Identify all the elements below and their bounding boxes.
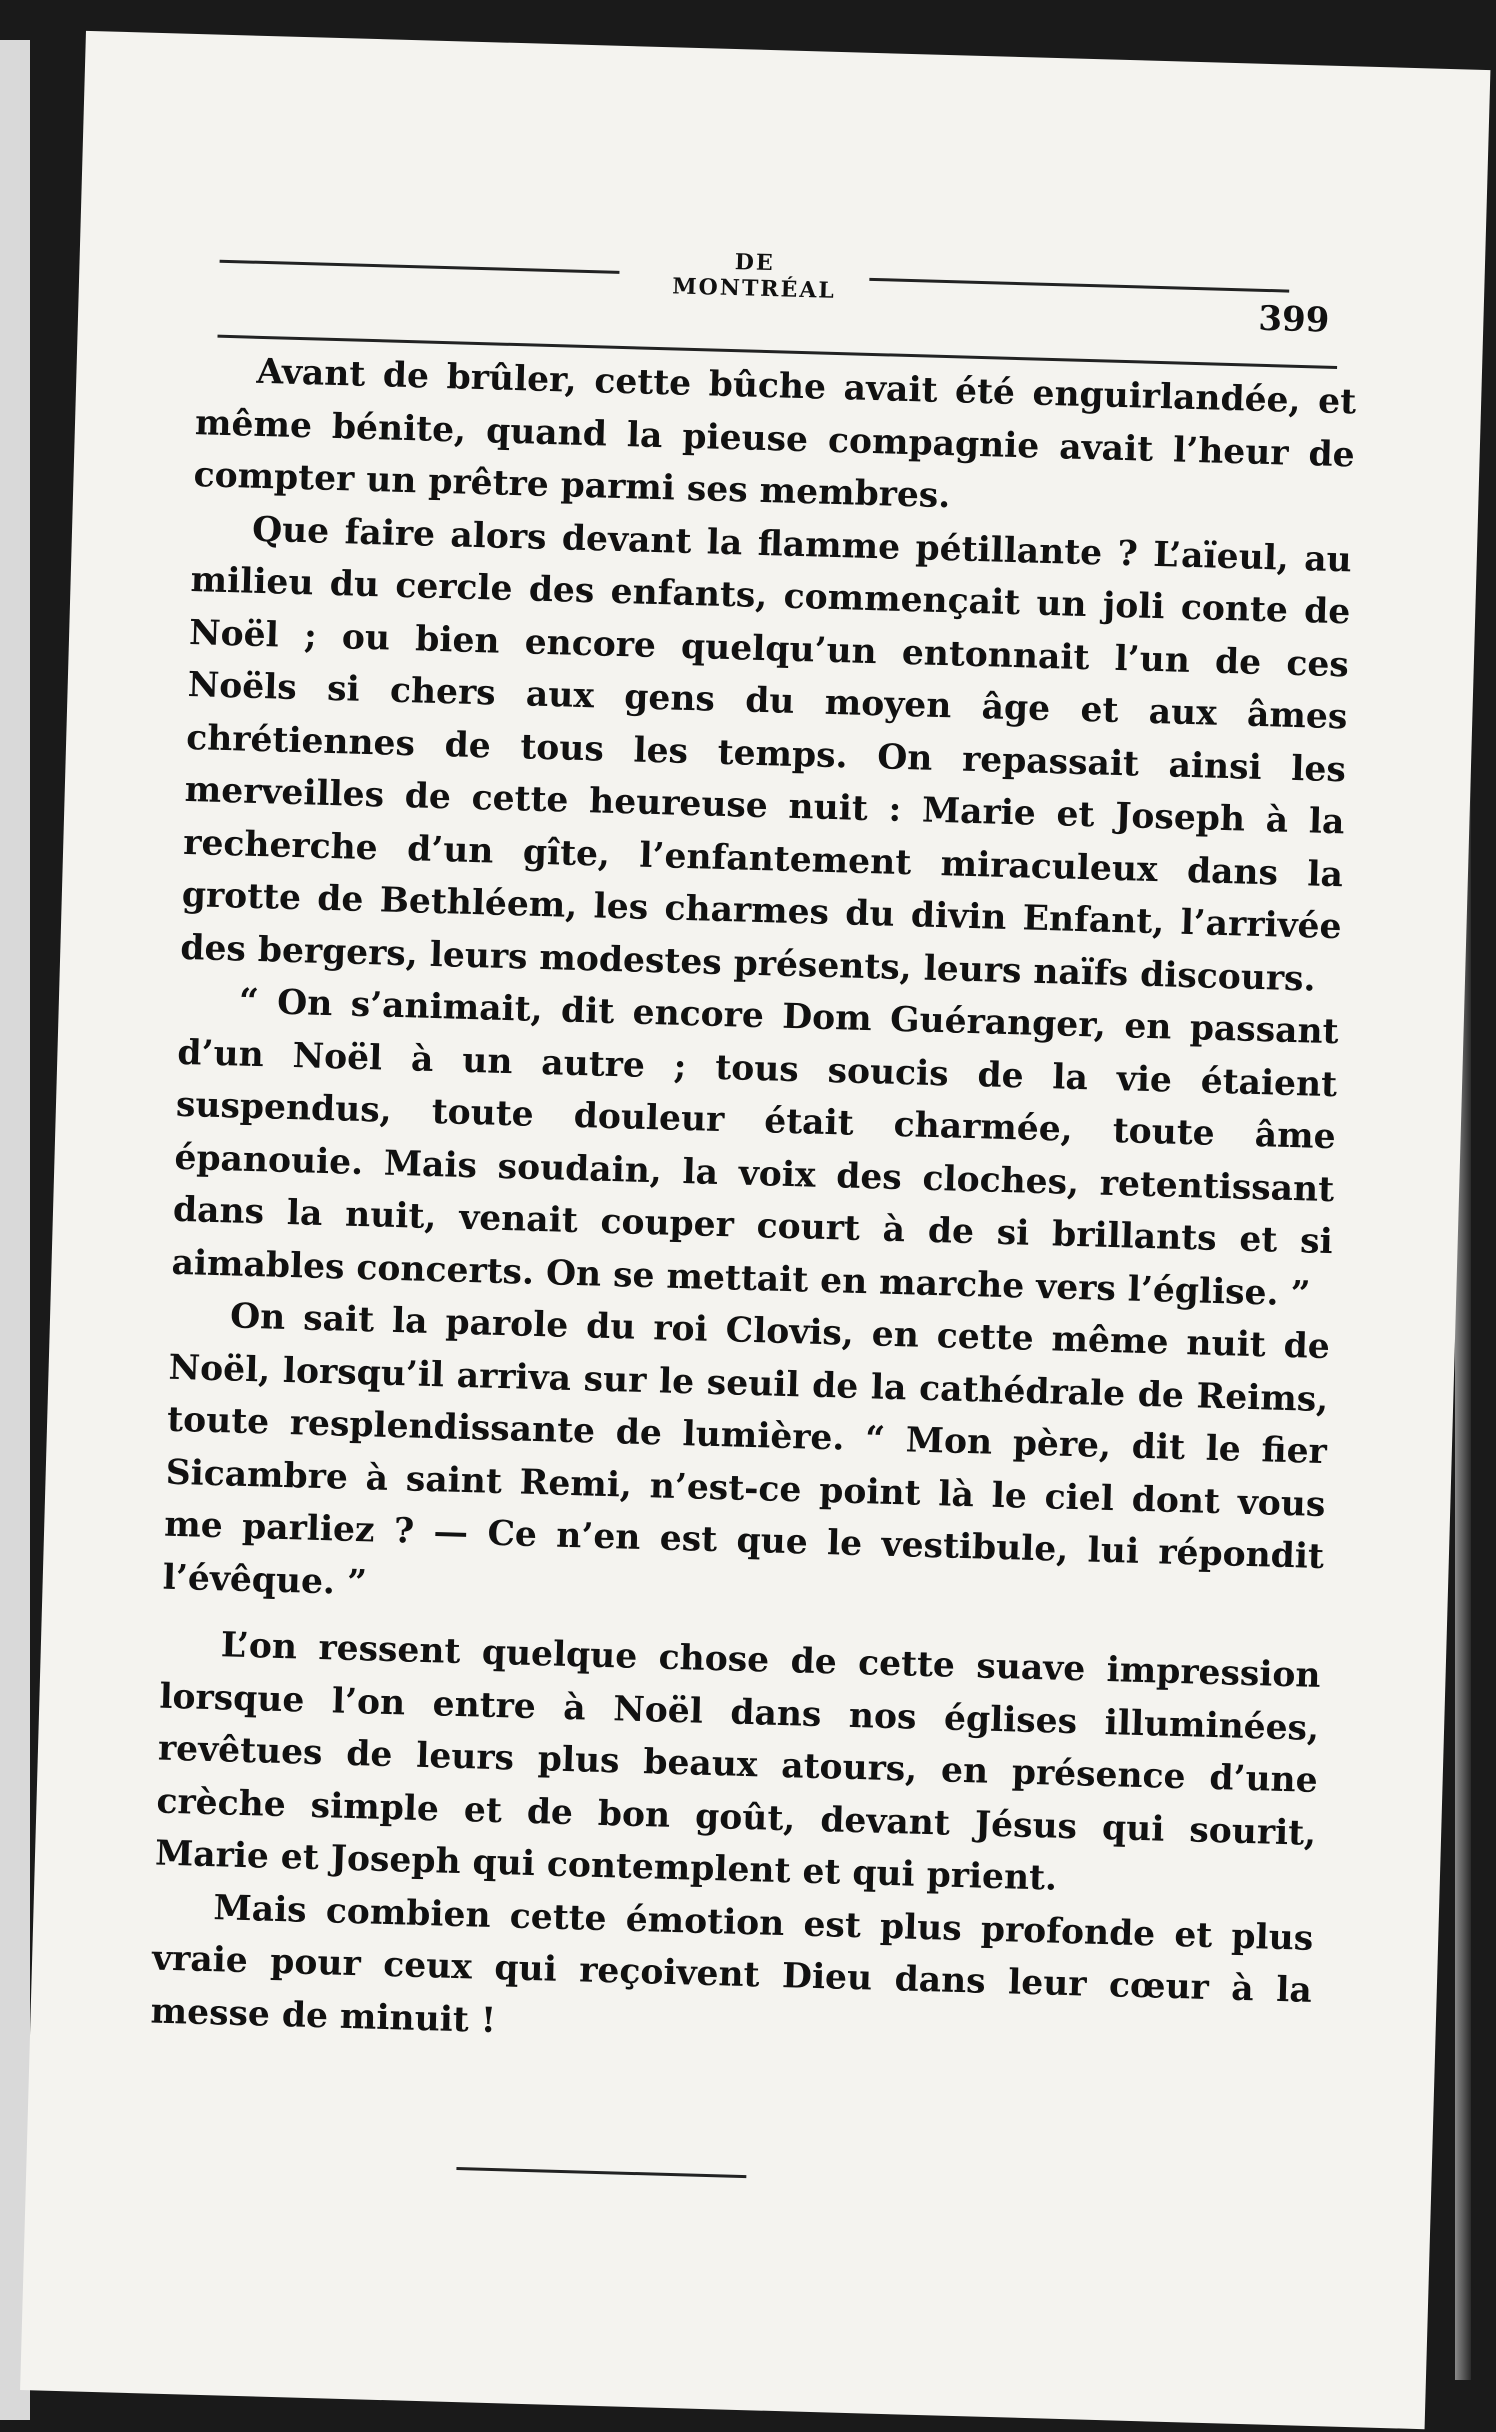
header-rule-right — [869, 278, 1289, 293]
running-head: DE MONTRÉAL — [671, 249, 837, 304]
paragraph: Mais combien cette émotion est plus profonde et plus vraie pour ceux qui reçoivent Dieu dans leur cœur à la messe de minuit ! — [150, 1887, 1314, 2041]
body-text — [150, 344, 1357, 2070]
paragraph: “ On s’animait, dit encore Dom Guéranger, en passant d’un Noël à un autre ; tous soucis de la vie étaient suspendus, toute douleur était charmée, toute âme épanouie. Mais soudain, la voix des cloches, retentissant dans la nuit, venait couper court à de si brillants et si aimables concerts. On se mettait en marche vers l’église. ” — [171, 981, 1340, 1315]
header-rule-left — [220, 260, 620, 274]
end-rule — [456, 2167, 746, 2178]
paragraph: On sait la parole du roi Clovis, en cette même nuit de Noël, lorsqu’il arriva sur le seuil de la cathédrale de Reims, toute resplendissante de lumière. “ Mon père, dit le fier Sicambre à saint Remi, n’est-ce point là le ciel dont vous me parliez ? — Ce n’en est que le vestibule, lui répondit l’évêque. ” — [162, 1296, 1331, 1603]
paragraph: Avant de brûler, cette bûche avait été enguirlandée, et même bénite, quand la pieuse compagnie avait l’heur de compter un prêtre parmi ses membres. — [193, 351, 1357, 517]
book-page — [20, 31, 1490, 2429]
paragraph: Que faire alors devant la flamme pétillante ? L’aïeul, au milieu du cercle des enfants, commençait un joli conte de Noël ; ou bien encore quelqu’un entonnait l’un de ces Noëls si chers aux gens du moyen âge et aux âmes chrétiennes de tous les temps. On repassait ainsi les merveilles de cette heureuse nuit : Marie et Joseph à la recherche d’un gîte, l’enfantement miraculeux dans la grotte de Bethléem, les charmes du divin Enfant, l’arrivée des bergers, leurs modestes présents, leurs naïfs discours. — [179, 509, 1353, 1000]
page-number: 399 — [1257, 298, 1330, 341]
paragraph: L’on ressent quelque chose de cette suave impression lorsque l’on entre à Noël dans nos églises illuminées, revêtues de leurs plus beaux atours, en présence d’une crèche simple et de bon goût, devant Jésus qui sourit, Marie et Joseph qui contemplent et qui prient. — [154, 1625, 1322, 1899]
adjacent-page-edge — [0, 40, 30, 2420]
